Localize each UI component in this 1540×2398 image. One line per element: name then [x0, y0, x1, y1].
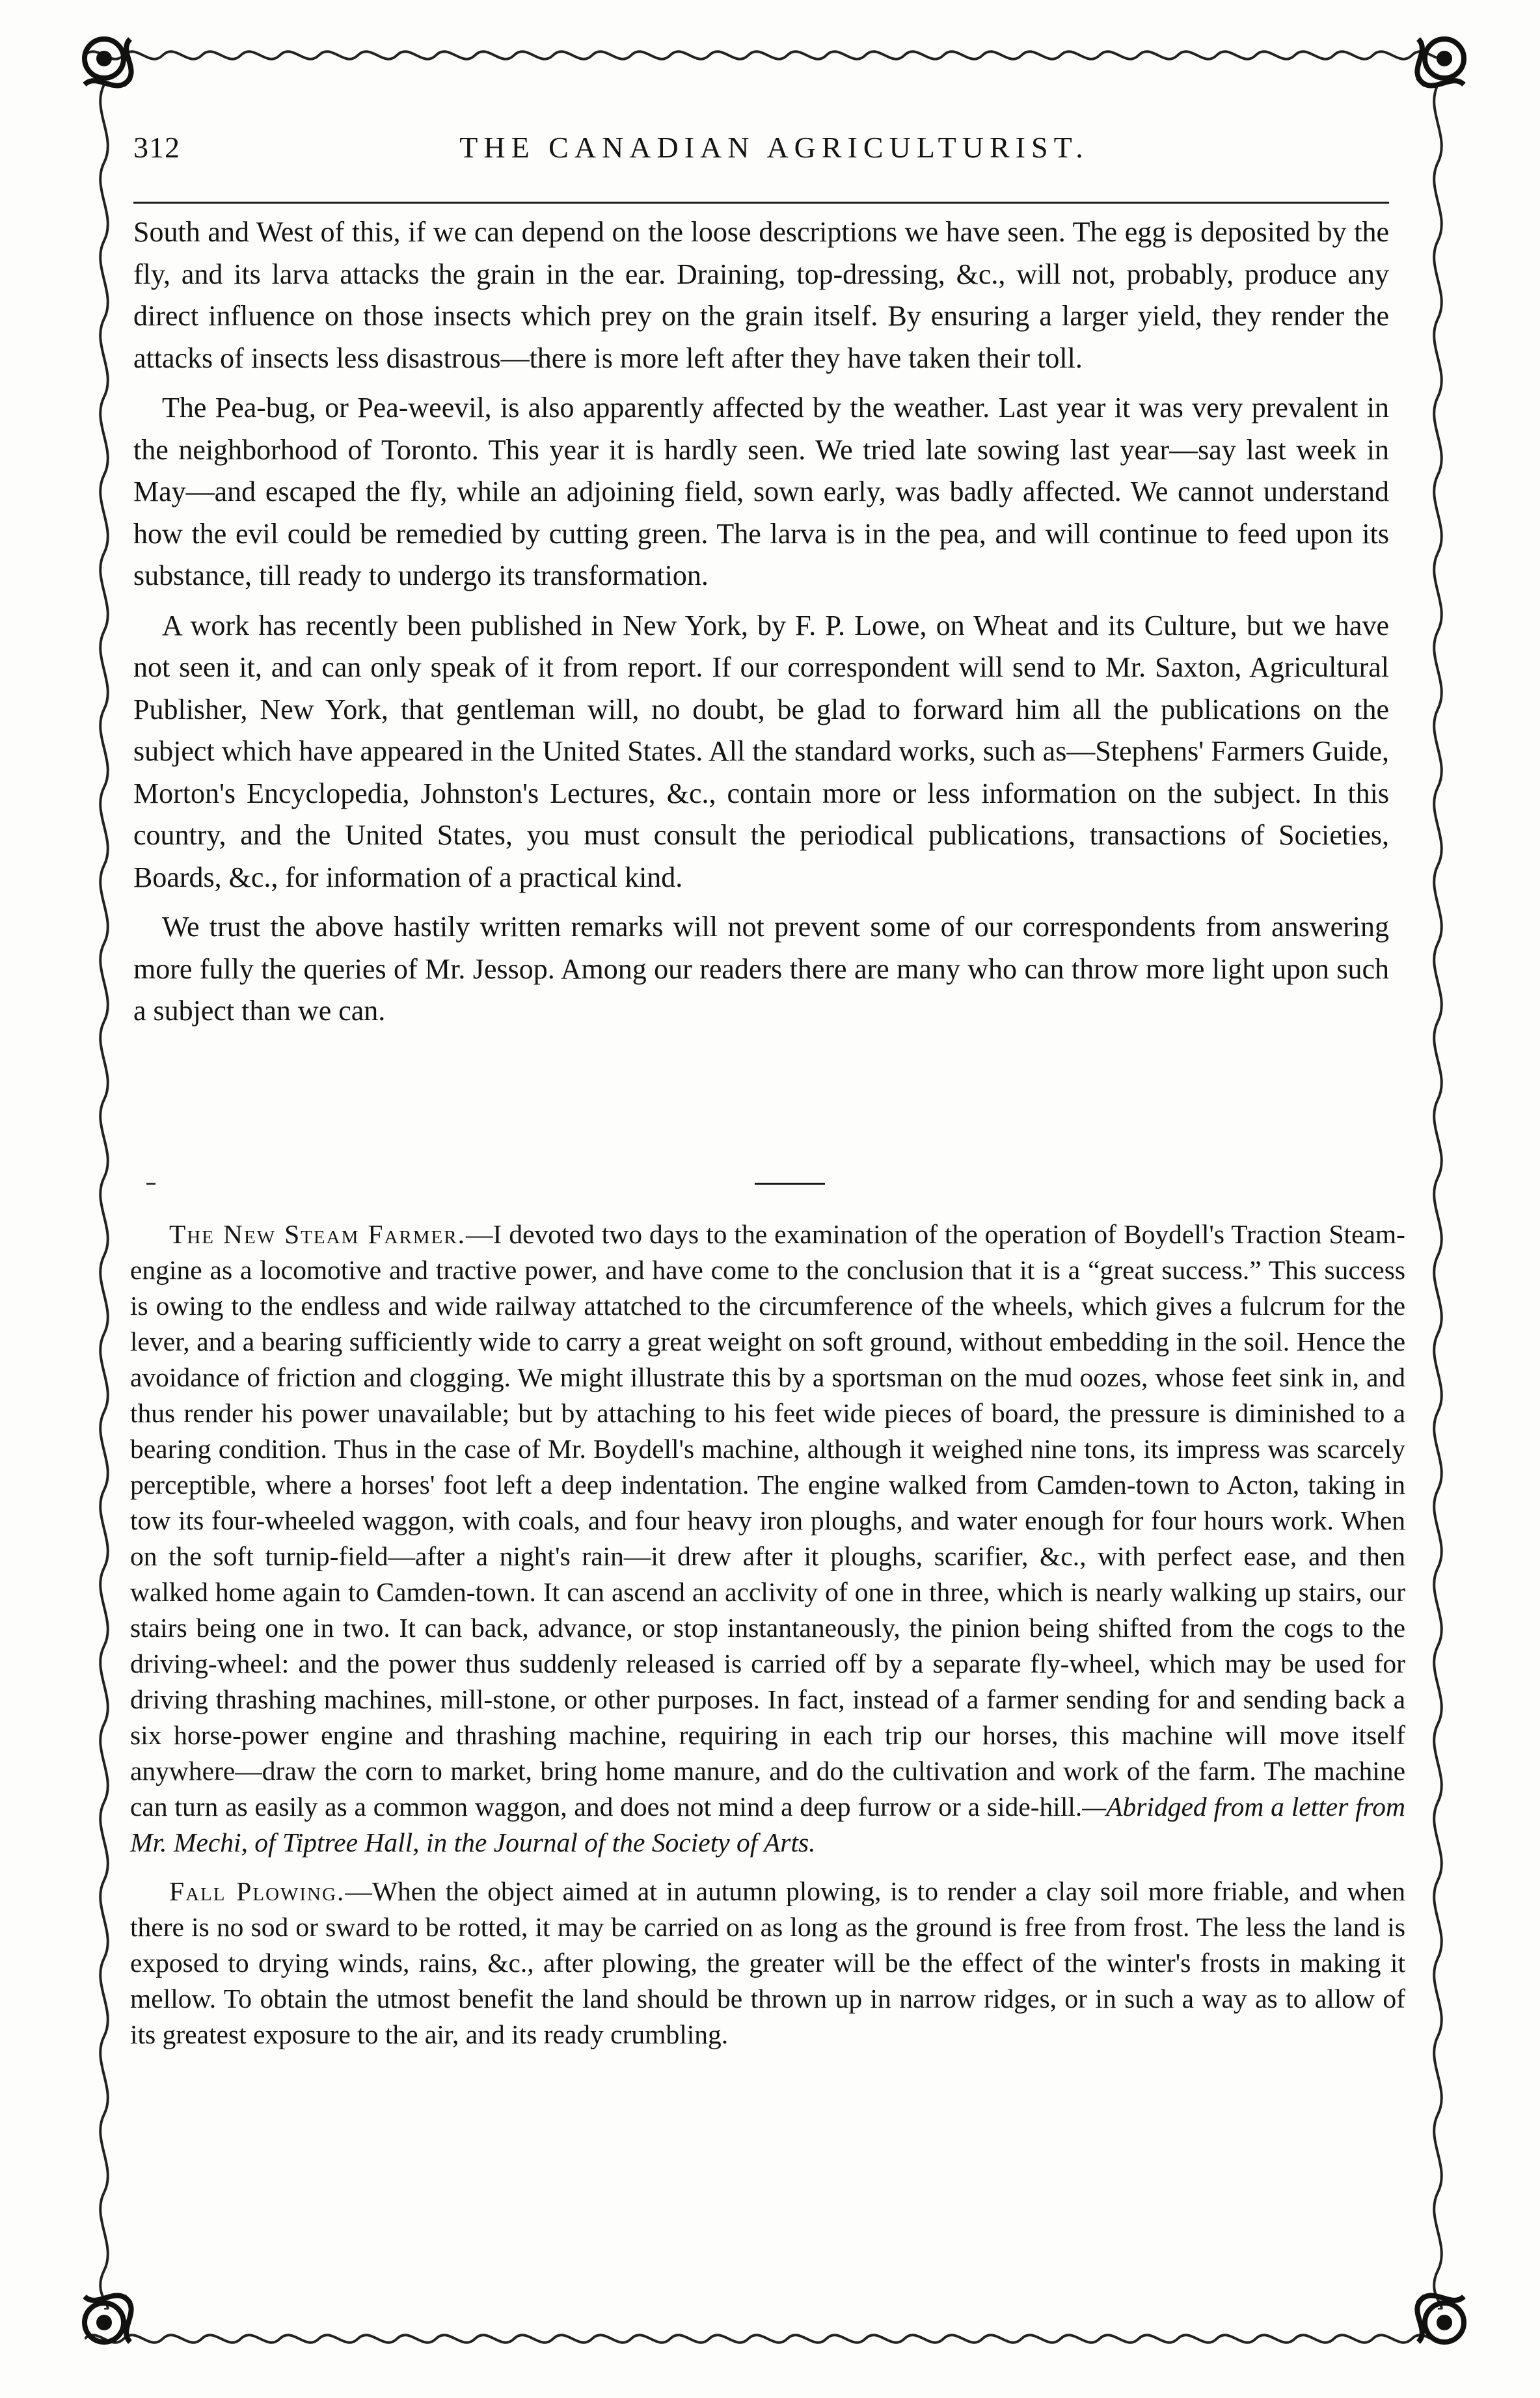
item-heading: The New Steam Farmer. [169, 1219, 466, 1249]
corner-ornament-icon [72, 2264, 163, 2355]
page-number: 312 [133, 131, 180, 164]
corner-ornament-icon [72, 26, 163, 117]
paragraph: A work has recently been published in New York, by F. P. Lowe, on Wheat and its Culture, but we have not seen it, and can only speak of it from report. If our correspondent will send to Mr. Saxton, Agricultural Publisher, New York, that gentleman will, no doubt, be glad to forward him all the publications on the subject which have appeared in the United States. All the standard works, such as—Stephens' Farmers Guide, Morton's Encyclopedia, Johnston's Lectures, &c., contain more or less information on the subject. In this country, and the United States, you must consult the periodical publications, transactions of Societies, Boards, &c., for information of a practical kind. [133, 609, 1389, 893]
header-rule [133, 202, 1389, 204]
item-source: —Abridged from a letter from Mr. Mechi, of Tiptree Hall, in the Journal of the Society of Arts. [130, 1792, 1405, 1857]
page-header [133, 130, 1389, 182]
item-text: —When the object aimed at in autumn plowing, is to render a clay soil more friable, and when there is no sod or sward to be rotted, it may be carried on as long as the ground is free from frost. The less the land is exposed to drying winds, rains, &c., after plowing, the greater will be the effect of the winter's frosts in making it mellow. To obtain the utmost benefit the land should be thrown up in narrow ridges, or in such a way as to allow of its greatest exposure to the air, and its ready crumbling. [130, 1876, 1405, 2049]
stray-dash [146, 1183, 155, 1185]
article-body [133, 211, 1389, 1040]
paragraph: South and West of this, if we can depend on the loose descriptions we have seen. The egg is deposited by the fly, and its larva attacks the grain in the ear. Draining, top-dressing, &c., will not, probably, produce any direct influence on those insects which prey on the grain itself. By ensuring a larger yield, they render the attacks of insects less disastrous—there is more left after they have taken their toll. [133, 216, 1389, 374]
ornamental-border-left [85, 85, 124, 2310]
ornamental-border-top [85, 36, 1451, 75]
section-divider [755, 1183, 825, 1185]
paragraph: The Pea-bug, or Pea-weevil, is also apparently affected by the weather. Last year it was very prevalent in the neighborhood of Toronto. This year it is hardly seen. We tried late sowing last year—say last week in May—and escaped the fly, while an adjoining field, sown early, was badly affected. We cannot understand how the evil could be remedied by cutting green. The larva is in the pea, and will continue to feed upon its substance, till ready to undergo its transformation. [133, 392, 1389, 591]
miscellany-section [130, 1217, 1405, 2066]
paragraph: We trust the above hastily written remarks will not prevent some of our correspondents from answering more fully the queries of Mr. Jessop. Among our readers there are many who can throw more light upon such a subject than we can. [133, 911, 1389, 1027]
steam-farmer-item [130, 1217, 1405, 1861]
ornamental-border-bottom [85, 2319, 1451, 2358]
item-text: —I devoted two days to the examination of the operation of Boydell's Traction Steam-engine as a locomotive and tractive power, and have come to the conclusion that it is a “great success.” This success is owing to the endless and wide railway attatched to the circumference of the wheels, which gives a fulcrum for the lever, and a bearing sufficiently wide to carry a great weight on soft ground, without embedding in the soil. Hence the avoidance of friction and clogging. We might illustrate this by a sportsman on the mud oozes, whose feet sink in, and thus render his power unavailable; but by attaching to his feet wide pieces of board, the pressure is diminished to a bearing condition. Thus in the case of Mr. Boydell's machine, although it weighed nine tons, its impress was scarcely perceptible, where a horses' foot left a deep indentation. The engine walked from Camden-town to Acton, taking in tow its four-wheeled waggon, with coals, and four heavy iron ploughs, and water enough for four hours work. When on the soft turnip-field—after a night's rain—it drew after it ploughs, scarifier, &c., with perfect ease, and then walked home again to Camden-town. It can ascend an acclivity of one in three, which is nearly walking up stairs, our stairs being one in two. It can back, advance, or stop instantaneously, the pinion being shifted from the cogs to the driving-wheel: and the power thus suddenly released is carried off by a separate fly-wheel, which may be used for driving thrashing machines, mill-stone, or other purposes. In fact, instead of a farmer sending for and sending back a six horse-power engine and thrashing machine, requiring in each trip our horses, this machine will move itself anywhere—draw the corn to market, bring home manure, and do the cultivation and work of the farm. The machine can turn as easily as a common waggon, and does not mind a deep furrow or a side-hill. [130, 1219, 1406, 1822]
item-heading: Fall Plowing. [169, 1876, 345, 1906]
fall-plowing-item [130, 1874, 1405, 2053]
running-title: THE CANADIAN AGRICULTURIST. [459, 131, 1089, 164]
corner-ornament-icon [1386, 2264, 1477, 2355]
ornamental-border-right [1418, 85, 1457, 2310]
corner-ornament-icon [1386, 26, 1477, 117]
